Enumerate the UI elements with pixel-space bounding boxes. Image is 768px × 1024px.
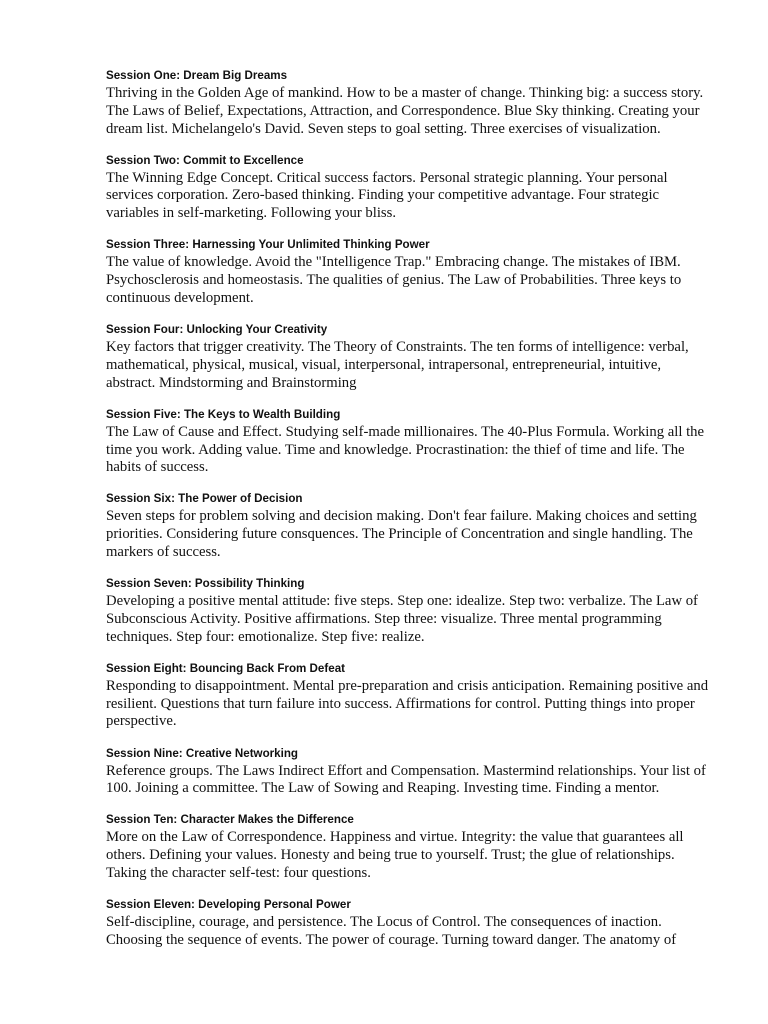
session-description — [106, 254, 718, 307]
session-description — [106, 85, 718, 138]
session-six — [106, 492, 718, 561]
session-description — [106, 170, 718, 223]
text-line: Developing a positive mental attitude: five steps. Step one: idealize. Step two: verbalize. The Law of — [106, 593, 698, 610]
text-line: The Laws of Belief, Expectations, Attraction, and Correspondence. Blue Sky thinking. Creating your — [106, 102, 700, 119]
text-line: The Law of Cause and Effect. Studying self-made millionaires. The 40-Plus Formula. Working all the — [106, 423, 705, 440]
session-description — [106, 508, 718, 561]
text-line: 100. Joining a committee. The Law of Sowing and Reaping. Investing time. Finding a mentor. — [106, 780, 660, 797]
session-eleven — [106, 898, 718, 950]
session-eight — [106, 662, 718, 731]
text-line: Responding to disappointment. Mental pre-preparation and crisis anticipation. Remaining positive and — [106, 677, 709, 694]
document-page — [106, 69, 718, 965]
text-line: continuous development. — [106, 289, 254, 306]
text-line: dream list. Michelangelo's David. Seven steps to goal setting. Three exercises of visualization. — [106, 120, 661, 137]
text-line: The value of knowledge. Avoid the "Intelligence Trap." Embracing change. The mistakes of IBM. — [106, 254, 681, 271]
session-description — [106, 339, 718, 392]
text-line: resilient. Questions that turn failure into success. Affirmations for control. Putting things into proper — [106, 695, 695, 712]
session-ten — [106, 813, 718, 882]
text-line: perspective. — [106, 713, 177, 730]
session-title: Session One: Dream Big Dreams — [106, 69, 288, 82]
session-title: Session Six: The Power of Decision — [106, 492, 303, 506]
session-seven — [106, 577, 718, 646]
text-line: Reference groups. The Laws Indirect Effort and Compensation. Mastermind relationships. Your list of — [106, 762, 706, 779]
text-line: Seven steps for problem solving and decision making. Don't fear failure. Making choices and setting — [106, 508, 697, 525]
text-line: Psychosclerosis and homeostasis. The qualities of genius. The Law of Probabilities. Three keys to — [106, 272, 682, 289]
text-line: Subconscious Activity. Positive affirmations. Step three: visualize. Three mental programming — [106, 610, 662, 627]
text-line: time you work. Adding value. Time and knowledge. Procrastination: the thief of time and life. The — [106, 441, 685, 458]
session-description — [106, 829, 718, 882]
session-title: Session Five: The Keys to Wealth Building — [106, 407, 341, 421]
session-title: Session Eleven: Developing Personal Power — [106, 898, 351, 912]
session-description — [106, 424, 718, 477]
text-line: Key factors that trigger creativity. The Theory of Constraints. The ten forms of intelligence: verbal, — [106, 339, 689, 356]
text-line: variables in self-marketing. Following your bliss. — [106, 205, 397, 222]
text-line: Choosing the sequence of events. The power of courage. Turning toward danger. The anatomy of — [106, 931, 677, 948]
session-four — [106, 323, 718, 392]
session-description — [106, 914, 718, 950]
text-line: abstract. Mindstorming and Brainstorming — [106, 374, 357, 391]
session-title: Session Two: Commit to Excellence — [106, 153, 304, 167]
text-line: others. Defining your values. Honesty and being true to yourself. Trust; the glue of relationships. — [106, 847, 675, 864]
session-title: Session Four: Unlocking Your Creativity — [106, 323, 328, 337]
session-title: Session Eight: Bouncing Back From Defeat — [106, 661, 345, 675]
session-description — [106, 593, 718, 646]
session-two — [106, 154, 718, 223]
text-line: priorities. Considering future consquences. The Principle of Concentration and single handling. The — [106, 526, 693, 543]
text-line: More on the Law of Correspondence. Happiness and virtue. Integrity: the value that guarantees all — [106, 829, 684, 846]
session-description — [106, 763, 718, 799]
session-nine — [106, 747, 718, 799]
session-title: Session Seven: Possibility Thinking — [106, 577, 305, 591]
text-line: markers of success. — [106, 544, 221, 561]
text-line: Self-discipline, courage, and persistence. The Locus of Control. The consequences of inaction. — [106, 914, 662, 931]
session-title: Session Ten: Character Makes the Difference — [106, 813, 354, 827]
session-title: Session Nine: Creative Networking — [106, 746, 298, 760]
session-title: Session Three: Harnessing Your Unlimited Thinking Power — [106, 238, 430, 252]
text-line: habits of success. — [106, 459, 209, 476]
text-line: services corporation. Zero-based thinking. Finding your competitive advantage. Four strategic — [106, 187, 660, 204]
text-line: The Winning Edge Concept. Critical success factors. Personal strategic planning. Your personal — [106, 169, 668, 186]
text-line: Thriving in the Golden Age of mankind. How to be a master of change. Thinking big: a success story. — [106, 85, 704, 101]
text-line: Taking the character self-test: four questions. — [106, 864, 371, 881]
text-line: mathematical, physical, musical, visual, interpersonal, intrapersonal, entrepreneurial, intuitive, — [106, 356, 662, 373]
session-three — [106, 238, 718, 307]
session-one — [106, 69, 718, 138]
text-line: techniques. Step four: emotionalize. Step five: realize. — [106, 628, 425, 645]
session-description — [106, 678, 718, 731]
session-five — [106, 408, 718, 477]
